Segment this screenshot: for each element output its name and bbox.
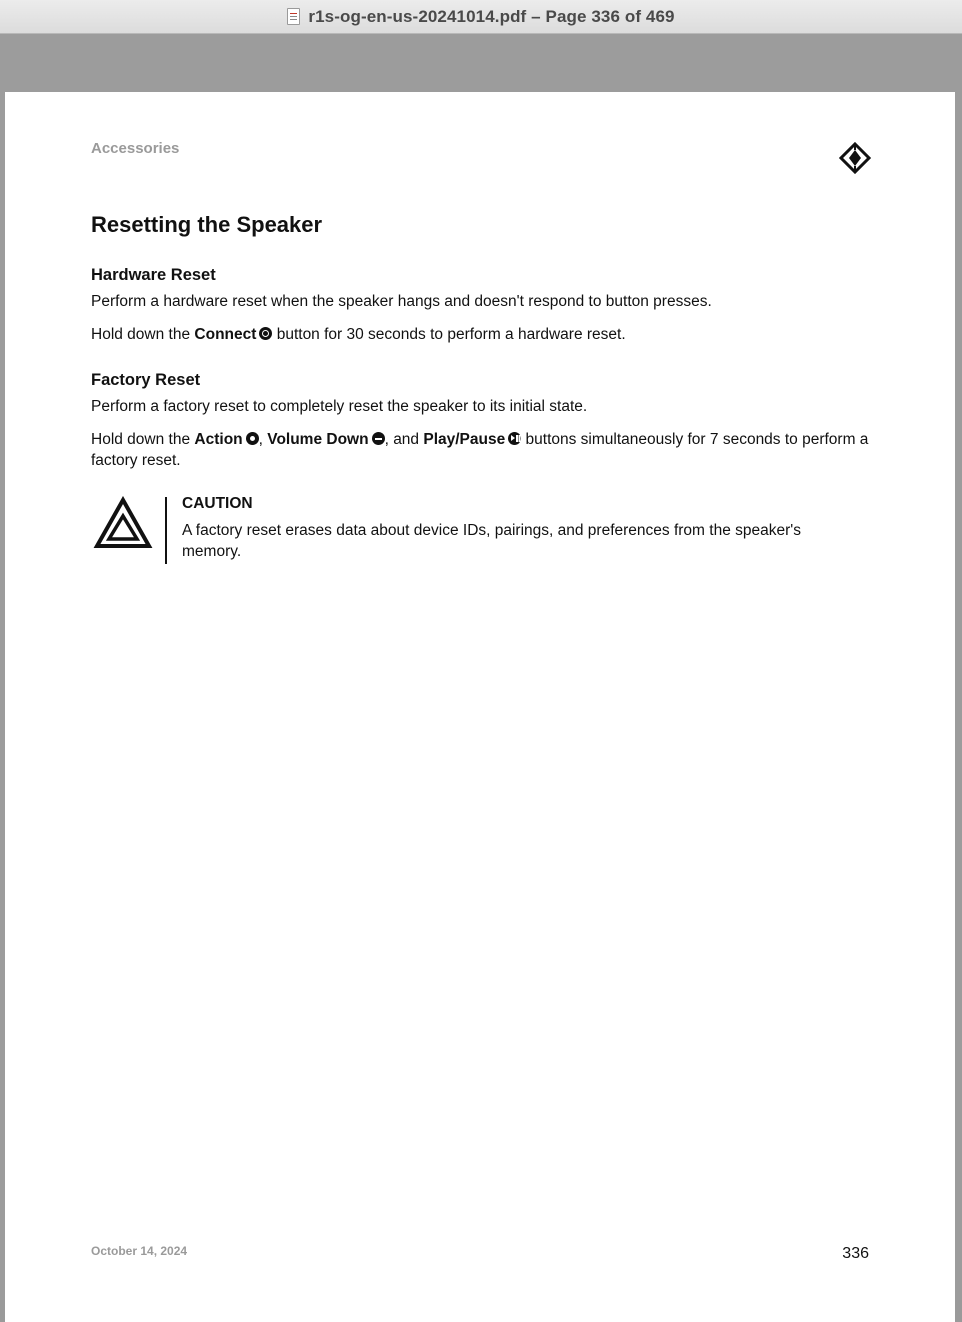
volume-down-button-icon [372,432,385,445]
pdf-document-icon [287,8,300,25]
factory-reset-intro: Perform a factory reset to completely reset the speaker to its initial state. [91,398,588,415]
caution-text: A factory reset erases data about device IDs, pairings, and preferences from the speaker's memory. [182,522,801,560]
action-button-label: Action [194,431,243,448]
step-text: , [258,431,268,448]
volume-down-button-label: Volume Down [267,431,369,448]
footer-page-number: 336 [842,1245,869,1262]
step-text: Hold down the [91,326,195,343]
pdf-page [5,92,955,1322]
warning-triangle-icon [93,496,153,552]
caution-divider [165,497,167,564]
factory-reset-step [91,429,871,471]
footer-date: October 14, 2024 [91,1244,188,1258]
step-text: buttons simultaneously for 7 seconds to perform a factory reset. [91,431,869,469]
hardware-reset-intro: Perform a hardware reset when the speaker hangs and doesn't respond to button presses. [91,293,712,310]
caution-label: CAUTION [182,495,253,512]
step-text: button for 30 seconds to perform a hardware reset. [272,326,626,343]
play-pause-button-icon [508,432,521,445]
step-text: Hold down the [91,431,195,448]
hardware-reset-title: Hardware Reset [91,266,216,284]
action-button-icon [246,432,259,445]
connect-button-label: Connect [194,326,257,343]
rivian-compass-logo-icon [839,142,871,174]
window-title: r1s-og-en-us-20241014.pdf – Page 336 of 469 [308,6,675,26]
play-pause-button-label: Play/Pause [423,431,506,448]
window-titlebar [0,0,962,34]
factory-reset-title: Factory Reset [91,371,201,389]
step-text: , and [384,431,424,448]
running-head: Accessories [91,140,180,157]
document-viewer[interactable] [0,34,962,1300]
hardware-reset-step [91,324,871,345]
connect-button-icon [259,327,272,340]
page-heading: Resetting the Speaker [91,212,323,237]
